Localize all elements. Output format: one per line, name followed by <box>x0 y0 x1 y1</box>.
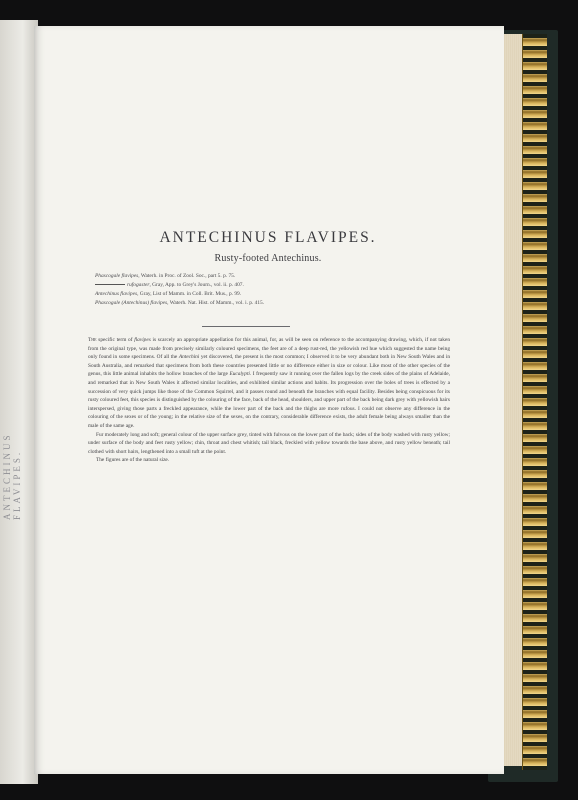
reference-line <box>95 272 425 281</box>
body-italic-term: flavipes <box>134 337 151 343</box>
facing-page-credit-secondary <box>22 298 32 368</box>
facing-page-title: ANTECHINUS FLAVIPES. <box>2 432 22 520</box>
synonymy-references <box>95 272 425 308</box>
reference-line <box>95 299 425 308</box>
description-paragraph: Fur moderately long and soft; general colour of the upper surface grey, tinted with fulvous on the lower part of the back; sides of the body washed with rusty yellow; under surface of the body and feet rusty yellow; chin, throat and chest whitish; tail black, freckled with yellow towards the base above, and rusty yellow beneath; tail clothed with short hairs, lengthened into a small tuft at the point. <box>88 431 450 455</box>
reference-line <box>95 281 425 290</box>
body-paragraph <box>88 336 450 431</box>
body-italic-term: Antechini <box>178 354 200 361</box>
body-text-run: . I frequently saw it running over the fallen logs by the creek sides of the plains of Adelaide, and remarked that in New South Wales it affected similar localities, and exhibited similar actions and habits. Its progression over the boles of trees is effected by a succession of very quick jumps like those of the Common Squirrel, and it passes round and beneath the branches with equal facility. Besides being conspicuous for its rusty coloured feet, this species is distinguished by the colouring of the face, back of the head, shoulders, and upper part of the back being dark grey with yellowish hairs interspersed, giving those parts a freckled appearance, while the lower part of the back and the thighs are more rufous. I could not observe any difference in the colouring of the sexes or of the young; in the relative size of the sexes, on the contrary, considerable difference exists, the adult female being always smaller than the male of the same age. <box>88 371 451 429</box>
lead-word: The <box>88 337 97 343</box>
reference-name: rufogaster <box>127 282 150 288</box>
reference-name: Phascogale flavipes <box>95 273 139 279</box>
body-text <box>88 336 450 465</box>
gilt-edge-decoration <box>522 34 547 770</box>
page-title: ANTECHINUS FLAVIPES. <box>159 229 377 246</box>
reference-name: Phascogale (Antechinus) flavipes <box>95 300 168 306</box>
reference-citation: , Waterh. in Proc. of Zool. Soc., part 5. p. 75. <box>138 273 236 279</box>
facing-page <box>0 20 38 784</box>
body-text-run: specific term of <box>96 337 135 343</box>
reference-citation: , Gray, List of Mamm. in Coll. Brit. Mus., p. 99. <box>137 291 242 297</box>
ditto-dash <box>95 284 125 285</box>
reference-citation: , Gray, App. to Grey's Journ., vol. ii. p. 407. <box>149 282 244 288</box>
body-text-run: is scarcely an appropriate appellation for this animal, for, as will be seen on reference to the accompanying drawing, which, if not taken from the original type, was made from precisely similarly coloured specimens, the feet are of a deep rust-red, the yellowish red hue which suggested the name being only found in some specimens. Of all the <box>88 337 450 361</box>
reference-line <box>95 290 425 299</box>
reference-name: Antechinus flavipes <box>95 291 138 297</box>
body-italic-term: Eucalypti <box>229 371 250 378</box>
divider-rule <box>202 326 290 327</box>
text-page <box>34 26 504 774</box>
body-text-run: yet discovered, the present is the most common; I observed it to be very abundant both in New South Wales and in South Australia, and remarked that specimens from both these countries presented little or no difference either in size or colour. Like most of the other species of the genus, this little animal inhabits the hollow branches of the large <box>88 354 450 378</box>
facing-page-credit <box>22 450 32 570</box>
reference-citation: , Waterh. Nat. Hist. of Mamm., vol. i. p. 415. <box>167 300 265 306</box>
figures-note: The figures are of the natural size. <box>96 457 170 464</box>
page-subtitle: Rusty-footed Antechinus. <box>214 253 322 264</box>
